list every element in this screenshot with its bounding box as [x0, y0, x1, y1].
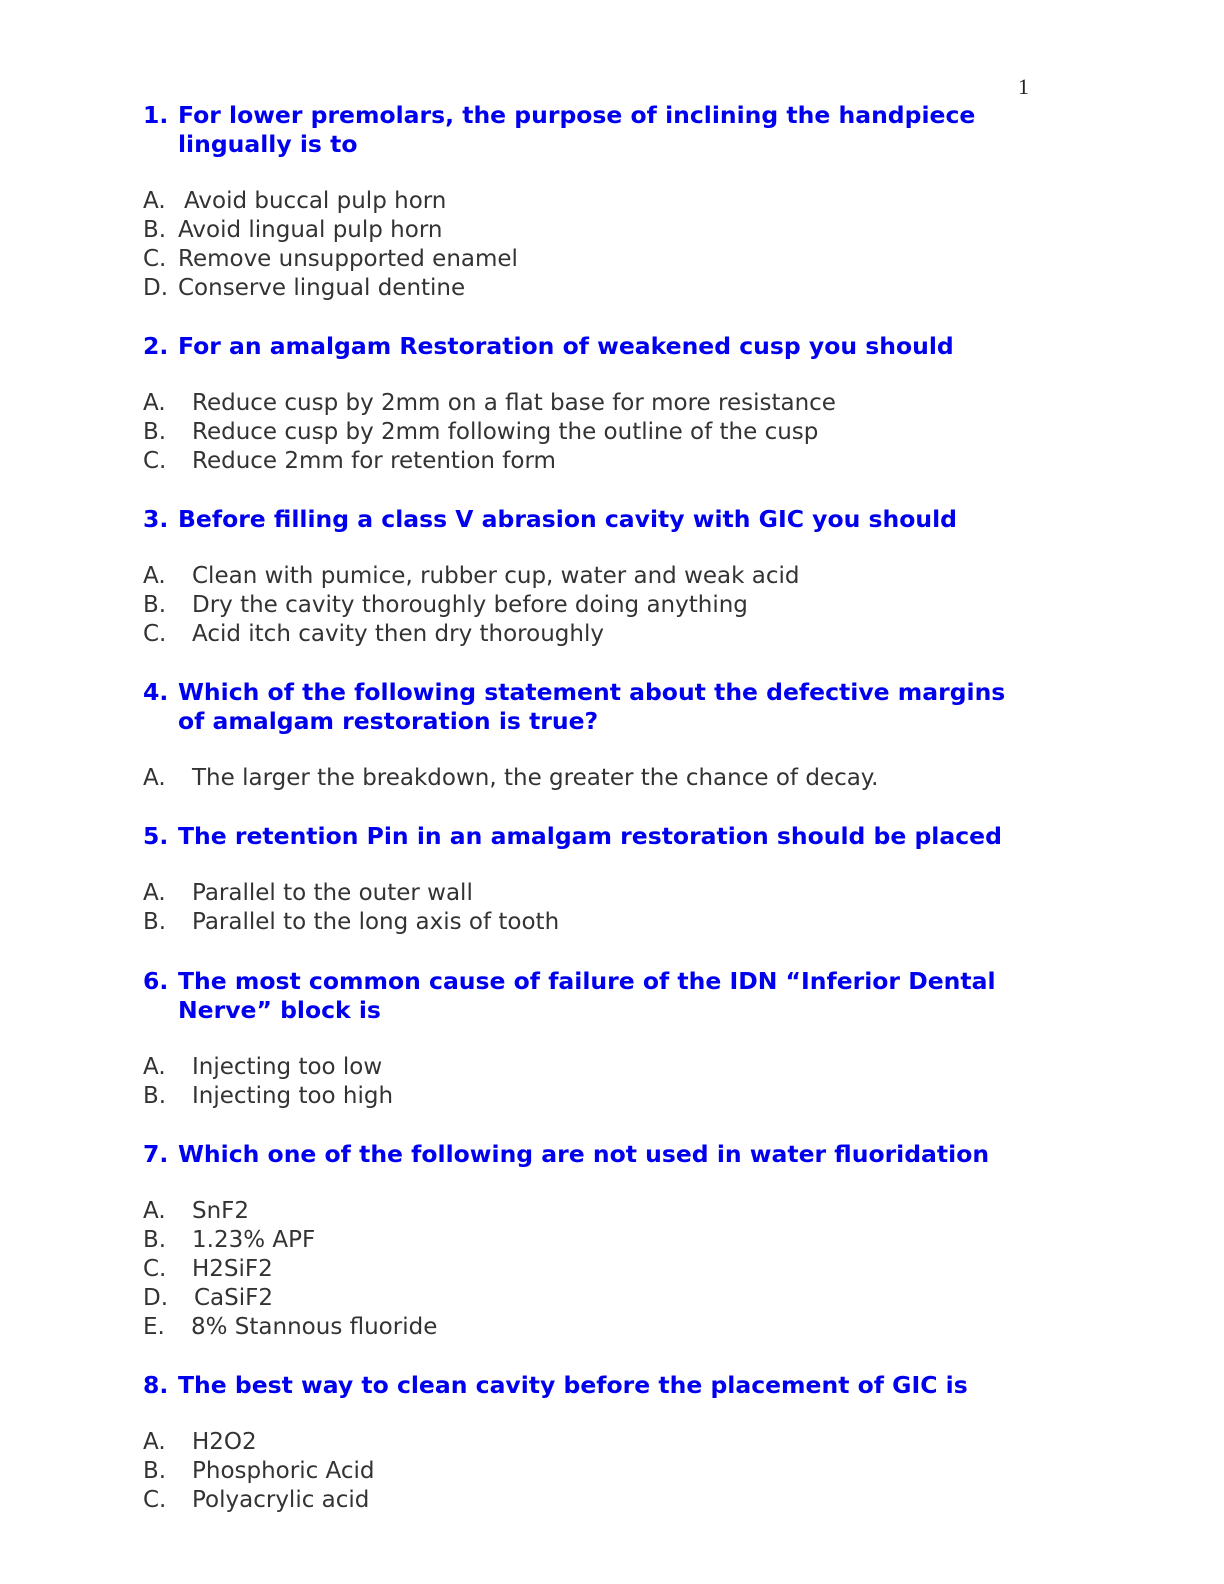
question-text: The best way to clean cavity before the placement of GIC is — [178, 1371, 968, 1399]
question-number: 5. — [143, 822, 169, 850]
question-text: For an amalgam Restoration of weakened cusp you should — [178, 332, 954, 360]
option-letter: A. — [143, 765, 166, 791]
option-text: Phosphoric Acid — [192, 1458, 375, 1484]
option-letter: C. — [143, 246, 167, 272]
option-text: H2SiF2 — [192, 1256, 273, 1282]
option-a — [143, 389, 1023, 418]
option-letter: C. — [143, 1256, 167, 1282]
question-4 — [143, 678, 1023, 793]
option-a — [143, 1428, 1023, 1457]
option-list — [143, 879, 1023, 937]
option-letter: E. — [143, 1314, 165, 1340]
option-list — [143, 1428, 1023, 1515]
option-letter: B. — [143, 909, 167, 935]
option-text: Injecting too low — [192, 1054, 383, 1080]
option-letter: A. — [143, 1429, 166, 1455]
option-text: The larger the breakdown, the greater the chance of decay. — [192, 765, 879, 791]
question-number: 2. — [143, 332, 169, 360]
option-text: Reduce cusp by 2mm on a flat base for more resistance — [192, 390, 836, 416]
question-6 — [143, 967, 1023, 1111]
option-list — [143, 1053, 1023, 1111]
option-letter: D. — [143, 275, 169, 301]
option-letter: A. — [143, 390, 166, 416]
question-title — [143, 101, 1023, 159]
option-text: Avoid buccal pulp horn — [184, 188, 447, 214]
option-b — [143, 1457, 1023, 1486]
question-2 — [143, 332, 1023, 476]
option-text: 8% Stannous fluoride — [191, 1314, 438, 1340]
question-text: The most common cause of failure of the IDN “Inferior Dental Nerve” block is — [178, 967, 996, 1024]
option-letter: A. — [143, 1198, 166, 1224]
option-text: Reduce 2mm for retention form — [192, 448, 556, 474]
option-list — [143, 389, 1023, 476]
question-8 — [143, 1371, 1023, 1515]
question-text: The retention Pin in an amalgam restoration should be placed — [178, 822, 1002, 850]
question-number: 1. — [143, 101, 169, 129]
option-text: Parallel to the outer wall — [192, 880, 473, 906]
option-c — [143, 620, 1023, 649]
question-title — [143, 505, 1023, 534]
option-text: Injecting too high — [192, 1083, 394, 1109]
question-number: 7. — [143, 1140, 169, 1168]
option-c — [143, 1255, 1023, 1284]
question-5 — [143, 822, 1023, 937]
option-b — [143, 216, 1023, 245]
option-a — [143, 1197, 1023, 1226]
question-title — [143, 1140, 1023, 1169]
option-c — [143, 245, 1023, 274]
question-text: Which one of the following are not used in water fluoridation — [178, 1140, 990, 1168]
option-text: H2O2 — [192, 1429, 257, 1455]
question-title — [143, 1371, 1023, 1400]
page-number: 1 — [1018, 74, 1029, 99]
option-letter: A. — [143, 563, 166, 589]
option-text: 1.23% APF — [192, 1227, 316, 1253]
question-1 — [143, 101, 1023, 303]
question-title — [143, 678, 1023, 736]
option-letter: C. — [143, 621, 167, 647]
option-e — [143, 1313, 1023, 1342]
question-number: 8. — [143, 1371, 169, 1399]
option-list — [143, 187, 1023, 303]
option-text: Parallel to the long axis of tooth — [192, 909, 560, 935]
option-letter: C. — [143, 1487, 167, 1513]
option-c — [143, 447, 1023, 476]
option-letter: C. — [143, 448, 167, 474]
option-letter: A. — [143, 880, 166, 906]
option-d — [143, 1284, 1023, 1313]
option-list — [143, 562, 1023, 649]
option-text: Dry the cavity thoroughly before doing anything — [192, 592, 748, 618]
option-letter: B. — [143, 419, 167, 445]
option-text: Avoid lingual pulp horn — [178, 217, 443, 243]
question-title — [143, 967, 1023, 1025]
option-letter: A. — [143, 1054, 166, 1080]
option-letter: B. — [143, 592, 167, 618]
option-b — [143, 1082, 1023, 1111]
option-letter: A. — [143, 188, 166, 214]
option-a — [143, 187, 1023, 216]
option-letter: B. — [143, 1083, 167, 1109]
option-b — [143, 1226, 1023, 1255]
option-letter: B. — [143, 217, 167, 243]
option-letter: B. — [143, 1458, 167, 1484]
question-title — [143, 822, 1023, 851]
option-list — [143, 1197, 1023, 1342]
option-text: Clean with pumice, rubber cup, water and weak acid — [192, 563, 800, 589]
option-a — [143, 879, 1023, 908]
option-d — [143, 274, 1023, 303]
question-text: Before filling a class V abrasion cavity with GIC you should — [178, 505, 957, 533]
option-text: Conserve lingual dentine — [178, 275, 466, 301]
option-text: Remove unsupported enamel — [178, 246, 518, 272]
option-a — [143, 764, 1023, 793]
question-title — [143, 332, 1023, 361]
option-list — [143, 764, 1023, 793]
question-3 — [143, 505, 1023, 649]
option-c — [143, 1486, 1023, 1515]
option-b — [143, 418, 1023, 447]
question-text: Which of the following statement about the defective margins of amalgam restoration is true? — [178, 678, 1006, 735]
option-b — [143, 908, 1023, 937]
option-text: SnF2 — [192, 1198, 250, 1224]
question-number: 3. — [143, 505, 169, 533]
option-text: Polyacrylic acid — [192, 1487, 370, 1513]
option-text: CaSiF2 — [194, 1285, 274, 1311]
question-number: 4. — [143, 678, 169, 706]
option-b — [143, 591, 1023, 620]
option-letter: B. — [143, 1227, 167, 1253]
option-text: Reduce cusp by 2mm following the outline of the cusp — [192, 419, 819, 445]
option-a — [143, 1053, 1023, 1082]
question-7 — [143, 1140, 1023, 1342]
option-text: Acid itch cavity then dry thoroughly — [192, 621, 604, 647]
question-number: 6. — [143, 967, 169, 995]
question-text: For lower premolars, the purpose of inclining the handpiece lingually is to — [178, 101, 976, 158]
option-a — [143, 562, 1023, 591]
option-letter: D. — [143, 1285, 169, 1311]
